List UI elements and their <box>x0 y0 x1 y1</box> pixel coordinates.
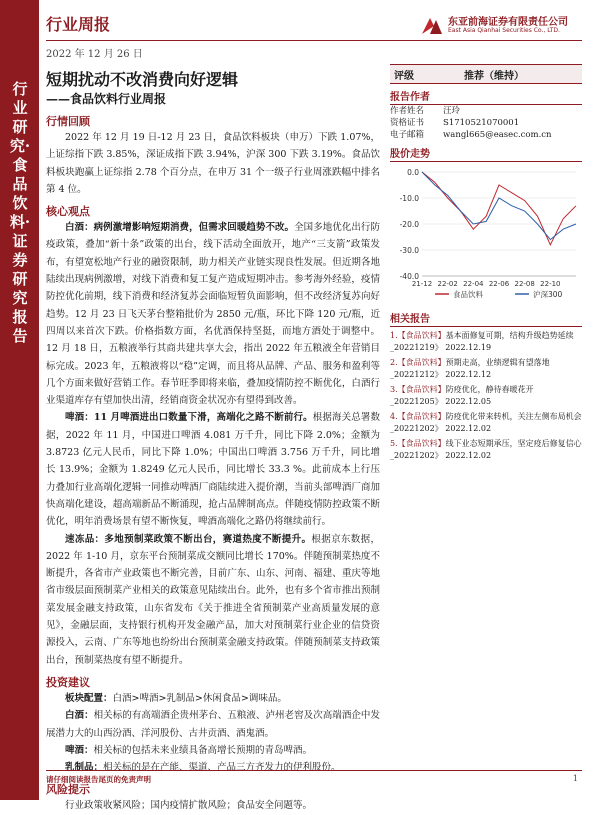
author-row <box>390 105 582 117</box>
report-subtitle: ——食品饮料行业周报 <box>46 92 167 106</box>
chart-y-tick-label: 0.0 <box>407 168 419 177</box>
stock-chart-svg <box>390 164 582 306</box>
related-report-tag: 3.【食品饮料】 <box>390 385 446 394</box>
chart-x-tick-label: 22-10 <box>540 280 561 288</box>
related-report-item[interactable] <box>390 438 582 462</box>
rating-box <box>390 64 582 84</box>
chart-x-tick-label: 21-12 <box>411 280 433 288</box>
chart-x-tick-label: 22-08 <box>514 280 535 288</box>
paragraph-lead: 乳制品： <box>65 762 104 774</box>
related-report-text: 基本面修复可期，结构升级趋势延续_20221219》 2022.12.19 <box>390 331 574 352</box>
paragraph-text: 相关标的包括未来业绩具备高增长预期的青岛啤酒。 <box>93 744 313 756</box>
brand-logo-icon <box>420 14 444 36</box>
footer-disclaimer: 请仔细阅读报告尾页的免责声明 <box>46 775 151 784</box>
paragraph <box>46 129 380 198</box>
chart-y-tick-label: -40.0 <box>399 272 419 281</box>
sidebar-text: 行业研究·食品饮料·证券研究报告 <box>9 80 31 345</box>
chart-legend-label: 食品饮料 <box>453 290 483 299</box>
stock-chart <box>390 164 582 306</box>
author-row-value: 汪玲 <box>443 106 461 116</box>
related-report-text: 防疫优化，静待春暖花开_20221205》 2022.12.05 <box>390 385 534 406</box>
main-content <box>46 108 380 815</box>
paragraph-text: 行业政策收紧风险；国内疫情扩散风险；食品安全问题等。 <box>65 800 313 812</box>
chart-series-line <box>422 172 576 245</box>
paragraph-lead: 板块配置： <box>65 692 113 704</box>
author-row-key: 资格证书 <box>390 118 425 128</box>
chart-legend-label: 沪深300 <box>533 290 563 299</box>
chart-series-line <box>422 172 576 240</box>
author-row-key: 电子邮箱 <box>390 130 425 140</box>
rating-value: 推荐（维持） <box>464 70 524 82</box>
report-type: 行业周报 <box>46 15 111 34</box>
related-report-tag: 4.【食品饮料】 <box>390 412 446 421</box>
report-date: 2022 年 12 月 26 日 <box>46 49 143 60</box>
author-row <box>390 117 582 129</box>
paragraph-lead: 白酒：病例激增影响短期消费，但需求回暖趋势不改。 <box>65 222 295 234</box>
paragraph-text: 全国多地优化出行防疫政策，叠加“新十条”政策的出台，线下活动全面放开，地产“三支箭”政策发布，有望宽松地产行业的融资限制，助力相关产业链实现良性发展。但近期各地陆续出现病例激增，对线下消费和复工复产造成短期冲击。参考海外经验，疫情防控优化前期，线下消费和经济复苏会面临短暂负面影响，但不改经济复苏向好趋势。12 月 23 日飞天茅台整箱批价为 2850 元/瓶，环比下降 120 元/瓶，近四周以来首次下跌。价格指数方面，名优酒保持坚挺，而地方酒处于调整中。12 月 18 日，五粮液举行其商共建共享大会，指出 2022 年五粮液全年营销目标完成。2023 年，五粮液将以“稳”定调，而且将从品牌、产品、服务和盈利等几个方面来做好营销工作。春节旺季即将来临，叠加疫情防控不断优化，白酒行业渠道库存有望加快出清，经销商资金状况亦有望得到改善。 <box>46 222 380 407</box>
author-row-value: S1710521070001 <box>443 118 520 128</box>
paragraph-text: 根据海关总署数据，2022 年 11 月，中国进口啤酒 4.081 万千升，同比下降 2.0%；金额为 3.8723 亿元人民币，同比下降 1.0%；中国出口啤酒 3.756 万千升，同比增长 13.9%；金额为 1.8249 亿元人民币，同比增长 33.3 %。此前成本上行压力叠加行业高端化逻辑一同推动啤酒厂商陆续进入提价潮，当前头部啤酒厂商加快高端化建设，超高端新品不断涌现，抢占品牌制高点。伴随疫情防控政策不断优化，明年消费场景有望不断恢复，啤酒高端化之路仍将继续前行。 <box>46 412 380 528</box>
right-panel <box>390 64 582 462</box>
related-report-item[interactable] <box>390 384 582 408</box>
related-report-item[interactable] <box>390 411 582 435</box>
related-report-item[interactable] <box>390 357 582 381</box>
paragraph-lead: 速冻品：多地预制菜政策不断出台，赛道热度不断提升。 <box>65 533 312 545</box>
brand-name: 东亚前海证券有限责任公司 <box>448 17 568 28</box>
chart-x-tick-label: 22-04 <box>463 280 484 288</box>
header-divider <box>46 40 582 41</box>
related-reports <box>390 330 582 462</box>
author-heading: 报告作者 <box>390 88 582 105</box>
related-report-text: 线下业态短期承压，坚定疫后修复信心_20221202》 2022.12.02 <box>390 439 582 460</box>
paragraph-text: 2022 年 12 月 19 日-12 月 23 日，食品饮料板块（申万）下跌 1.07%，上证综指下跌 3.85%，深证成指下跌 3.94%，沪深 300 下跌 3.19%。食品饮料板块跑赢上证综指 2.78 个百分点，在申万 31 个一级子行业周涨跌幅中排名第 4 位。 <box>46 132 380 195</box>
related-report-tag: 2.【食品饮料】 <box>390 358 446 367</box>
report-title: 短期扰动不改消费向好逻辑 <box>46 70 239 89</box>
related-report-item[interactable] <box>390 330 582 354</box>
paragraph-lead: 啤酒：11 月啤酒进出口数量下滑，高端化之路不断前行。 <box>65 412 313 424</box>
paragraph <box>46 531 380 669</box>
paragraph-text: 白酒>啤酒>乳制品>休闲食品>调味品。 <box>112 692 287 704</box>
author-row-key: 作者姓名 <box>390 106 425 116</box>
page-number: 1 <box>572 774 578 783</box>
chart-y-tick-label: -30.0 <box>399 246 419 255</box>
section-heading: 核心观点 <box>46 205 90 219</box>
sidebar <box>0 0 39 800</box>
footer-divider <box>46 770 582 771</box>
paragraph-lead: 啤酒： <box>65 744 94 756</box>
author-info <box>390 105 582 141</box>
paragraph-text: 相关标的是在产能、渠道、产品三方齐发力的伊利股份。 <box>103 762 341 774</box>
chart-y-tick-label: -10.0 <box>399 194 419 203</box>
chart-x-tick-label: 22-02 <box>437 280 458 288</box>
related-report-text: 防疫优化带来转机，关注左侧布局机会_20221202》 2022.12.02 <box>390 412 582 433</box>
paragraph-lead: 白酒： <box>65 710 94 722</box>
related-heading: 相关报告 <box>390 310 582 327</box>
section-heading: 行情回顾 <box>46 115 90 128</box>
brand-name-en: East Asia Qianhai Securities Co., LTD. <box>448 27 560 34</box>
paragraph <box>46 707 380 742</box>
related-report-tag: 1.【食品饮料】 <box>390 331 446 340</box>
section-heading: 投资建议 <box>46 675 90 689</box>
section-heading: 风险提示 <box>46 783 90 797</box>
related-report-tag: 5.【食品饮料】 <box>390 439 446 448</box>
paragraph <box>46 219 380 409</box>
paragraph-text: 根据京东数据，2022 年 1-10 月，京东平台预制菜成交额同比增长 170%。伴随预制菜热度不断提升，各省市产业政策也不断完善，目前广东、山东、河南、福建、重庆等地省市级层面预制菜产业相关的政策意见陆续出台。此外，也有多个省市推出预制菜发展金融支持政策，山东省发布《关于推进全省预制菜产业高质量发展的意见》，金融层面，支持银行机构开发金融产品，加大对预制菜行业企业的信贷资源投入，云南、广东等地也纷纷出台预制菜金融支持政策。伴随预制菜支持政策出台，预制菜热度有望不断提升。 <box>46 533 380 666</box>
paragraph <box>46 797 380 814</box>
rating-label: 评级 <box>394 70 414 82</box>
paragraph <box>46 690 380 707</box>
paragraph <box>46 409 380 530</box>
chart-y-tick-label: -20.0 <box>399 220 419 229</box>
chart-heading: 股价走势 <box>390 145 582 162</box>
paragraph <box>46 742 380 759</box>
chart-x-tick-label: 22-06 <box>488 280 510 288</box>
related-report-text: 预期走高，业绩逻辑有望落地_20221212》 2022.12.12 <box>390 358 550 379</box>
author-row <box>390 129 582 141</box>
author-row-value[interactable]: wangl665@easec.com.cn <box>443 130 552 140</box>
paragraph-text: 相关标的有高端酒企贵州茅台、五粮液、泸州老窖及次高端酒企中发展潜力大的山西汾酒、洋河股份、古井贡酒、酒鬼酒。 <box>46 710 380 739</box>
